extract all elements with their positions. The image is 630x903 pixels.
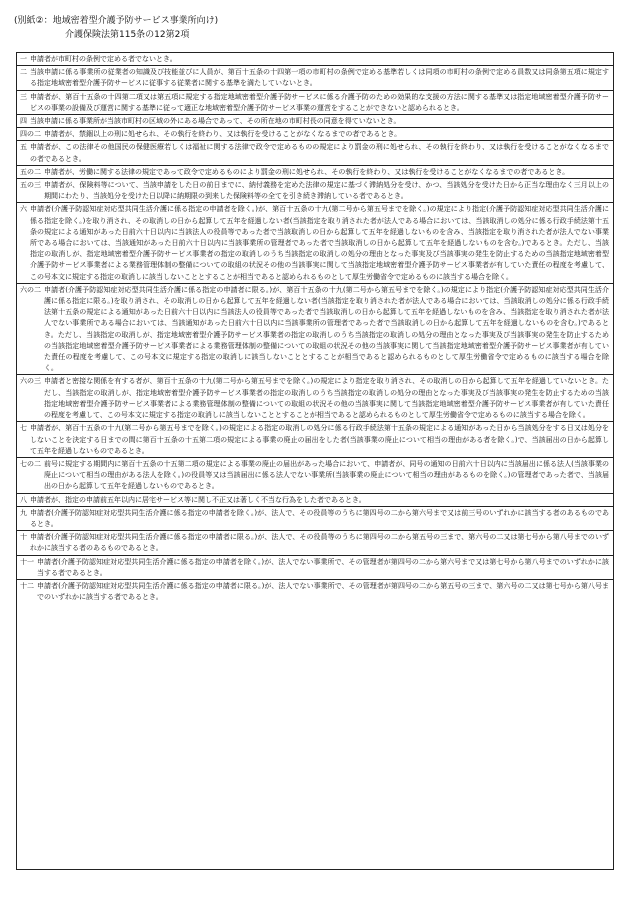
clause-item [17,140,613,164]
clause-text: 申請者が、この法律その他国民の保健医療若しくは福祉に関する法律で政令で定めるものの規定により罰金の刑に処せられ、その執行を終わり、又は執行を受けることがなくなるまでの者であるとき。 [30,143,609,163]
clause-item [17,53,613,65]
clause-item [17,127,613,140]
clause-number: 一 [20,55,27,63]
clause-number: 六の三 [20,377,41,386]
clause-text: 申請者(介護予防認知症対応型共同生活介護に係る指定の申請者を除く。)が、第百十五条の十九(第二号から第五号までを除く。)の規定により指定(介護予防認知症対応型共同生活介護に係る指定を除く。)を取り消され、その取消しの日から起算して五年を経過しない者(当該指定を取り消された者が法人である場合においては、当該取消しの処分に係る行政手続法第十五条の規定による通知があった日前六十日以内に当該法人の役員等であった者で当該取消しの日から起算して五年を経過しないものを含み、当該指定を取り消された者が法人でない事業所である場合においては、当該通知があった日前六十日以内に当該事業所の管理者であった者で当該取消しの日から起算して五年を経過しないものを含む。)であるとき。ただし、当該指定の取消しが、指定地域密着型介護予防サービス事業者の指定の取消しのうち当該指定の取消しの処分の理由となった事実及び当該事実の発生を防止するための当該指定地域密着型介護予防サービス事業者による業務管理体制の整備についての取組の状況その他の当該事実に関して当該指定地域密着型介護予防サービス事業者が有していた責任の程度を考慮して、この号本文に規定する指定の取消しに該当しないこととすることが相当であると認められるものとして厚生労働省令で定めるものに該当する場合を除く。 [30,205,609,281]
clause-text: 当該申請に係る事業所が当該市町村の区域の外にある場合であって、その所在地の市町村長の同意を得ていないとき。 [30,117,401,126]
clause-text: 当該申請に係る事業所の従業者の知識及び技能並びに人員が、第百十五条の十四第一項の市町村の条例で定める基準若しくは同項の市町村の条例で定める員数又は同条第五項に規定する指定地域密着型介護予防サービスに従事する従業者に関する基準を満たしていないとき。 [30,68,609,88]
clause-text: 申請者と密接な関係を有する者が、第百十五条の十九(第二号から第五号までを除く。)の規定により指定を取り消され、その取消しの日から起算して五年を経過していないとき。ただし、当該指定の取消しが、指定地域密着型介護予防サービス事業者の指定の取消しのうち当該指定の取消しの処分の理由となった事実及び当該事実の発生を防止するための当該指定地域密着型介護予防サービス事業者による業務管理体制の整備についての取組の状況その他の当該事実に関して当該指定地域密着型介護予防サービス事業者が有していた責任の程度を考慮して、この号本文に規定する指定の取消しに該当しないこととすることが相当であると認められるものとして厚生労働省令で定めるものに該当する場合を除く。 [44,377,609,420]
clause-number: 六 [20,205,27,214]
law-reference: 介護保険法第115条の12第2項 [65,30,190,40]
clause-number: 二 [20,68,27,77]
clause-text: 申請者が、指定の申請前五年以内に居宅サービス等に関し不正又は著しく不当な行為をした者であるとき。 [30,495,366,504]
clause-item [17,579,613,603]
clause-text: 申請者が、禁錮以上の刑に処せられ、その執行を終わり、又は執行を受けることがなくなるまでの者であるとき。 [44,130,402,139]
clause-number: 七 [20,424,27,433]
clause-text: 申請者(介護予防認知症対応型共同生活介護に係る指定の申請者に限る。)が、第百十五条の十九(第二号から第五号までを除く。)の規定により指定(介護予防認知症対応型共同生活介護に係る指定に限る。)を取り消され、その取消しの日から起算して五年を経過しない者(当該指定を取り消された者が法人である場合においては、当該取消しの処分に係る行政手続法第十五条の規定による通知があった日前六十日以内に当該法人の役員等であった者で当該取消しの日から起算して五年を経過しないものを含み、当該指定を取り消された者が法人でない事業所である場合においては、当該通知があった日前六十日以内に当該事業所の管理者であった者で当該取消しの日から起算して五年を経過しないものを含む。)であるとき。ただし、当該指定の取消しが、指定地域密着型介護予防サービス事業者の指定の取消しのうち当該指定の取消しの処分の理由となった事実及び当該事実の発生を防止するための当該指定地域密着型介護予防サービス事業者による業務管理体制の整備についての取組の状況その他の当該事実に関して当該指定地域密着型介護予防サービス事業者が有していた責任の程度を考慮して、この号本文に規定する指定の取消しに該当しないこととすることが相当であると認められるものとして厚生労働省令で定めるものに該当する場合を除く。 [44,285,609,373]
clause-text: 申請者が市町村の条例で定める者でないとき。 [30,55,177,63]
clause-item [17,114,613,127]
clause-number: 十二 [20,581,34,590]
clause-item [17,65,613,89]
clause-item [17,555,613,579]
clause-item [17,165,613,178]
clause-number: 五 [20,143,27,152]
clause-item [17,421,613,457]
clause-text: 申請者(介護予防認知症対応型共同生活介護に係る指定の申請者に限る。)が、法人で、その役員等のうちに第四号の二から第五号の三まで、第六号の二又は第七号から第八号までのいずれかに該当する者のあるものであるとき。 [30,533,609,553]
clause-text: 申請者が、第百十五条の十四第二項又は第五項に規定する指定地域密着型介護予防サービスに係る介護予防のための効果的な支援の方法に関する基準又は指定地域密着型介護予防サービスの事業の設備及び運営に関する基準に従って適正な地域密着型介護予防サービス事業の運営をすることができないと認められるとき。 [30,92,609,112]
clause-list [17,53,613,603]
clause-item [17,283,613,375]
clause-text: 申請者(介護予防認知症対応型共同生活介護に係る指定の申請者に限る。)が、法人でない事業所で、その管理者が第四号の二から第五号の三まで、第六号の二又は第七号から第八号までのいずれかに該当する者であるとき。 [37,581,609,602]
clause-number: 十 [20,533,27,542]
clause-item [17,530,613,554]
clause-number: 五の二 [20,167,41,176]
clause-number: 十一 [20,557,34,566]
document-title: (別紙②：地域密着型介護予防サービス事業所向け) [14,16,219,26]
clause-item [17,493,613,506]
clause-item [17,90,613,114]
clause-number: 四 [20,117,27,126]
clause-number: 三 [20,92,27,101]
clause-number: 五の三 [20,181,41,190]
clause-text: 申請者が、第百十五条の十九(第二号から第五号までを除く。)の規定による指定の取消しの処分に係る行政手続法第十五条の規定による通知があった日から当該処分をする日又は処分をしないことを決定する日までの間に第百十五条の十五第二項の規定による事業の廃止の届出をした者(当該事業の廃止について相当の理由がある者を除く。)で、当該届出の日から起算して五年を経過しないものであるとき。 [30,424,609,455]
clause-item [17,506,613,530]
clause-item [17,178,613,202]
clause-text: 申請者が、労働に関する法律の規定であって政令で定めるものにより罰金の刑に処せられ、その執行を終わり、又は執行を受けることがなくなるまでの者であるとき。 [44,167,570,176]
clause-number: 七の二 [20,459,41,468]
clause-text: 申請者(介護予防認知症対応型共同生活介護に係る指定の申請者を除く。)が、法人でない事業所で、その管理者が第四号の二から第六号まで又は第七号から第八号までのいずれかに該当する者であるとき。 [37,557,609,577]
clause-item [17,374,613,421]
clause-number: 九 [20,508,27,517]
clause-text: 前号に規定する期間内に第百十五条の十五第二項の規定による事業の廃止の届出があった場合において、申請者が、同号の通知の日前六十日以内に当該届出に係る法人(当該事業の廃止について相当の理由がある法人を除く。)の役員等又は当該届出に係る法人でない事業所(当該事業の廃止について相当の理由があるものを除く。)の管理者であった者で、当該届出の日から起算して五年を経過しないものであるとき。 [44,459,609,491]
document-header [14,14,218,42]
clause-text: 申請者が、保険料等について、当該申請をした日の前日までに、納付義務を定めた法律の規定に基づく滞納処分を受け、かつ、当該処分を受けた日から正当な理由なく三月以上の期間にわたり、当該処分を受けた日以降に納期限の到来した保険料等の全てを引き続き滞納している者であるとき。 [44,181,609,201]
clause-item [17,202,613,282]
clause-number: 四の二 [20,130,41,139]
clause-text: 申請者(介護予防認知症対応型共同生活介護に係る指定の申請者を除く。)が、法人で、その役員等のうちに第四号の二から第六号まで又は前三号のいずれかに該当する者のあるものであるとき。 [30,508,609,528]
clauses-box [16,52,614,870]
clause-number: 六の二 [20,285,41,294]
clause-item [17,457,613,493]
clause-number: 八 [20,495,27,504]
